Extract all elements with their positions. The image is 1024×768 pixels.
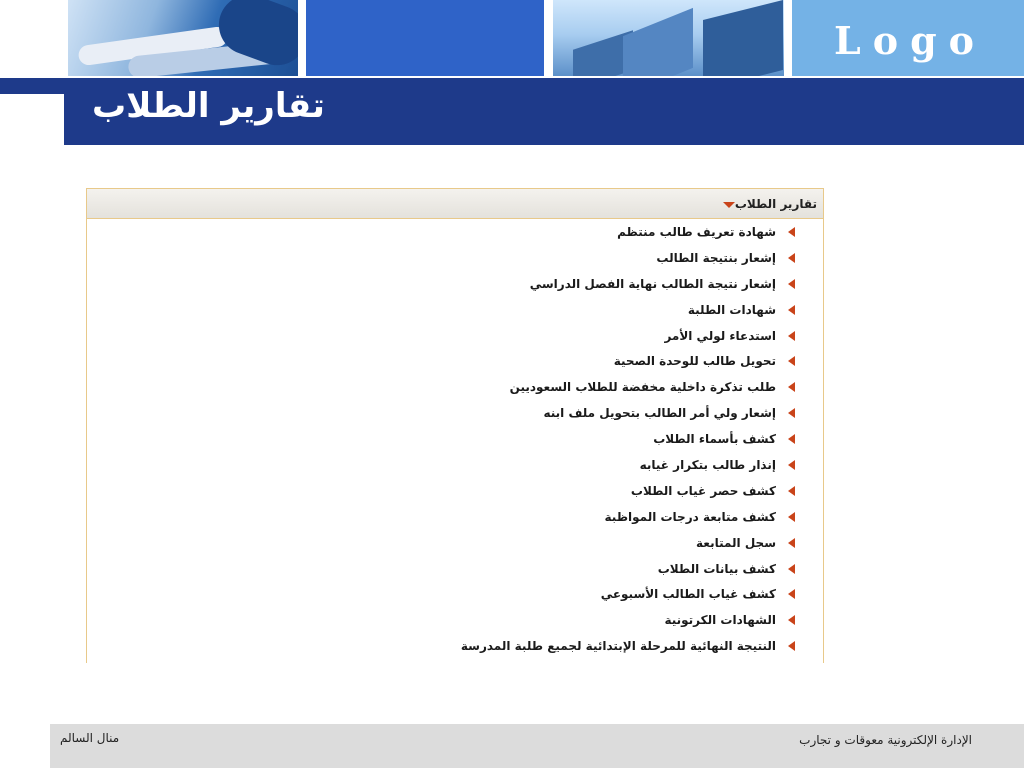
- reports-panel: [86, 188, 824, 663]
- caret-left-icon: [788, 253, 795, 263]
- report-item-label[interactable]: كشف بيانات الطلاب: [657, 561, 776, 576]
- report-item[interactable]: [87, 530, 823, 556]
- caret-left-icon: [788, 615, 795, 625]
- report-item-label[interactable]: تحويل طالب للوحدة الصحية: [613, 354, 776, 369]
- report-item-label[interactable]: كشف حصر غياب الطلاب: [630, 483, 776, 498]
- caret-left-icon: [788, 331, 795, 341]
- caret-left-icon: [788, 512, 795, 522]
- report-item-label[interactable]: كشف متابعة درجات المواظبة: [604, 509, 776, 524]
- caret-left-icon: [788, 460, 795, 470]
- report-item[interactable]: [87, 556, 823, 582]
- report-item[interactable]: [87, 478, 823, 504]
- footer-author: منال السالم: [60, 731, 120, 745]
- caret-left-icon: [788, 589, 795, 599]
- report-item-label[interactable]: طلب تذكرة داخلية مخفضة للطلاب السعوديين: [509, 380, 776, 395]
- caret-left-icon: [788, 227, 795, 237]
- report-item[interactable]: [87, 348, 823, 374]
- report-item-label[interactable]: سجل المتابعة: [696, 535, 776, 550]
- caret-left-icon: [788, 564, 795, 574]
- blue-block: [306, 0, 544, 76]
- report-list: [87, 219, 823, 659]
- caret-left-icon: [788, 305, 795, 315]
- caret-left-icon: [788, 279, 795, 289]
- report-item[interactable]: [87, 400, 823, 426]
- report-item-label[interactable]: استدعاء لولي الأمر: [664, 328, 776, 343]
- page-title: تقارير الطلاب: [92, 86, 325, 126]
- report-item-label[interactable]: إشعار بنتيجة الطالب: [656, 250, 776, 265]
- reports-panel-header-label: تقارير الطلاب: [734, 196, 817, 211]
- report-item-label[interactable]: إنذار طالب بتكرار غيابه: [639, 457, 776, 472]
- report-item-label[interactable]: شهادات الطلبة: [687, 302, 776, 317]
- report-item-label[interactable]: كشف بأسماء الطلاب: [653, 432, 776, 447]
- report-item-label[interactable]: إشعار نتيجة الطالب نهاية الفصل الدراسي: [529, 276, 776, 291]
- top-banner: [0, 0, 1024, 78]
- keyboard-hands-image: [68, 0, 298, 76]
- report-item[interactable]: [87, 219, 823, 245]
- caret-left-icon: [788, 486, 795, 496]
- report-item[interactable]: [87, 633, 823, 659]
- report-item[interactable]: [87, 452, 823, 478]
- report-item-label[interactable]: إشعار ولي أمر الطالب بتحويل ملف ابنه: [543, 406, 776, 421]
- report-item[interactable]: [87, 374, 823, 400]
- caret-left-icon: [788, 641, 795, 651]
- logo-block: [792, 0, 1024, 76]
- report-item[interactable]: [87, 504, 823, 530]
- report-item[interactable]: [87, 245, 823, 271]
- report-item-label[interactable]: الشهادات الكرتونية: [664, 613, 776, 628]
- report-item[interactable]: [87, 426, 823, 452]
- report-item-label[interactable]: النتيجة النهائية للمرحلة الإبتدائية لجميع طلبة المدرسة: [460, 639, 776, 654]
- caret-left-icon: [788, 356, 795, 366]
- reports-panel-header[interactable]: [87, 189, 823, 219]
- logo-text: Logo: [834, 18, 986, 63]
- report-item[interactable]: [87, 323, 823, 349]
- report-item[interactable]: [87, 581, 823, 607]
- caret-down-icon[interactable]: [723, 202, 735, 208]
- caret-left-icon: [788, 434, 795, 444]
- report-item[interactable]: [87, 607, 823, 633]
- report-item-label[interactable]: شهادة تعريف طالب منتظم: [617, 224, 776, 239]
- caret-left-icon: [788, 408, 795, 418]
- skyscraper-image: [553, 0, 784, 76]
- report-item[interactable]: [87, 297, 823, 323]
- report-item-label[interactable]: كشف غياب الطالب الأسبوعي: [600, 587, 776, 602]
- report-item[interactable]: [87, 271, 823, 297]
- caret-left-icon: [788, 538, 795, 548]
- caret-left-icon: [788, 382, 795, 392]
- footer-caption: الإدارة الإلكترونية معوقات و تجارب: [799, 733, 972, 747]
